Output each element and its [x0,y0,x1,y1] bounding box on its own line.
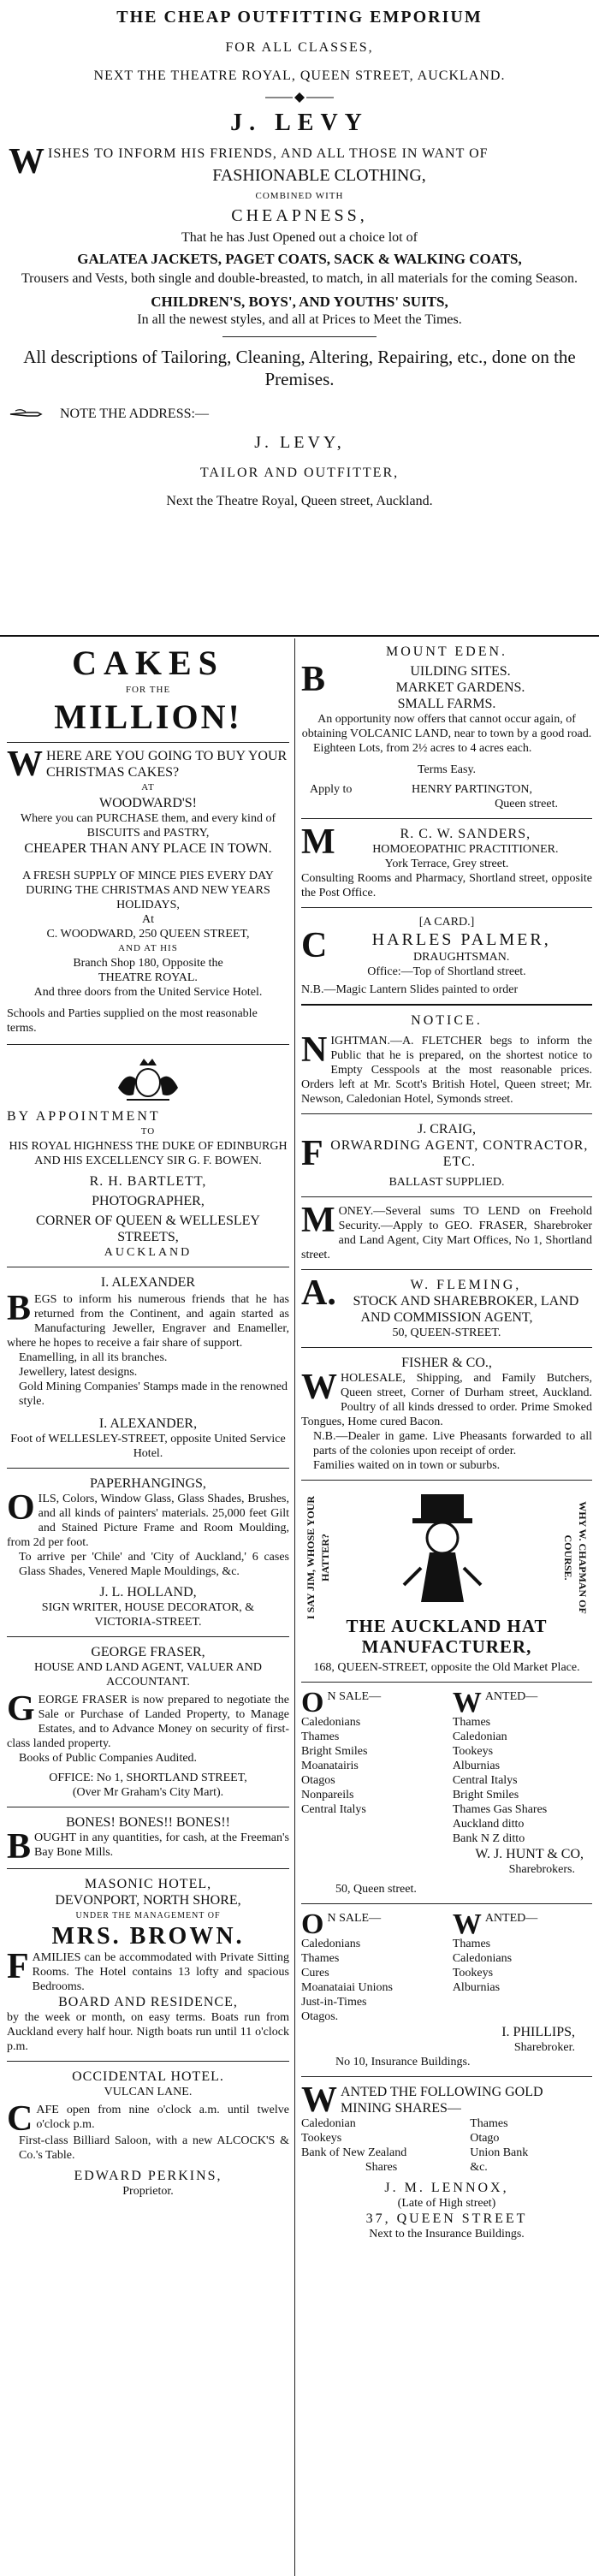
cakes-cheaper: CHEAPER THAN ANY PLACE IN TOWN. [24,841,272,856]
hunt-name: W. J. HUNT & CO, [475,1847,584,1861]
hat-title: THE AUCKLAND HAT MANUFACTURER, [346,1616,548,1657]
cakes-million: MILLION! [54,697,242,736]
left-column [7,644,289,2199]
hat-right-caption-box [558,1487,592,1616]
hat-right-caption: WHY W. CHAPMAN OF COURSE. [562,1501,589,1614]
sanders-rooms: Consulting Rooms and Pharmacy, Shortland street, opposite the Post Office. [301,872,592,899]
masonic-under: UNDER THE MANAGEMENT OF [75,1911,221,1920]
fraser-over: (Over Mr Graham's City Mart). [72,1786,224,1799]
paperhangings-ad [7,1475,289,1629]
divider [301,907,592,908]
divider [7,1044,289,1045]
craig-name: J. CRAIG, [417,1122,476,1137]
lennox-item: Shares [365,2161,398,2174]
paper-name: J. L. HOLLAND, [99,1585,197,1600]
masonic-dropcap: F [7,1950,29,1986]
eden-street: Queen street. [495,798,558,810]
bones-text: OUGHT in any quantities, for cash, at the Freeman's Bay Bone Mills. [34,1831,289,1859]
hat-left-caption: I SAY JIM, WHOSE YOUR HATTER? [305,1495,331,1620]
eden-l1: UILDING SITES. [410,664,511,679]
alexander-l3: Gold Mining Companies' Stamps made in the renowned style. [19,1380,288,1408]
occidental-title: OCCIDENTAL HOTEL. [72,2069,224,2084]
masonic-ad [7,1876,289,2054]
occidental-name: EDWARD PERKINS, [74,2169,222,2183]
lennox-lists [301,2116,592,2175]
occidental-body [7,2103,289,2134]
emporium-ad [9,7,590,509]
alexander-l2: Jewellery, latest designs. [19,1366,138,1379]
hunt-sale-col [301,1689,441,1846]
phillips-want-col [453,1911,592,2024]
eden-l3: SMALL FARMS. [397,697,496,711]
hunt-sale-item: Caledonians [301,1716,361,1729]
palmer-name: HARLES PALMER, [371,930,551,949]
hunt-ad [301,1689,592,1896]
emporium-location: NEXT THE THEATRE ROYAL, QUEEN STREET, AUCKLAND. [93,68,506,83]
money-ad [301,1204,592,1262]
divider [7,1636,289,1637]
phillips-sale-dropcap: O [301,1911,324,1937]
eden-apply: Apply to [310,783,353,796]
note-address [9,406,590,422]
divider [7,2061,289,2062]
phillips-sale-item: Caledonians [301,1938,361,1950]
lennox-item: Thames [470,2117,508,2130]
lennox-item: Tookeys [301,2132,342,2145]
paper-street: VICTORIA-STREET. [94,1616,202,1629]
emporium-name: J. LEVY [230,110,369,136]
jackets-line: GALATEA JACKETS, PAGET COATS, SACK & WALKING COATS, [77,251,522,267]
divider [222,336,377,337]
hunt-sale-item: Nonpareils [301,1789,354,1801]
intro-dropcap: W [9,145,44,181]
occidental-saloon: First-class Billiard Saloon, with a new ALCOCK'S & Co.'s Table. [19,2134,289,2162]
cakes-and: AND AT HIS [118,943,178,953]
fraser-trade: HOUSE AND LAND AGENT, VALUER AND ACCOUNTANT. [33,1661,262,1689]
hat-man-icon [395,1491,489,1615]
phillips-name: I. PHILLIPS, [501,2025,575,2039]
lennox-item: Caledonian [301,2117,356,2130]
masonic-title: MASONIC HOTEL, [84,1877,212,1891]
lennox-head-text: ANTED THE FOLLOWING GOLD MINING SHARES— [341,2085,543,2116]
lennox-head [301,2084,592,2116]
hunt-want-item: Central Italys [452,1774,518,1787]
phillips-want-item: Tookeys [452,1967,494,1979]
sanders-ad [301,826,592,900]
sanders-head [301,826,592,857]
emporium-title: THE CHEAP OUTFITTING EMPORIUM [116,8,483,27]
top-divider [0,635,599,637]
bartlett-city: AUCKLAND [104,1246,193,1259]
fleming-dropcap: A. [301,1277,336,1313]
cakes-at2: At [142,913,154,926]
fleming-street: 50, QUEEN-STREET. [392,1327,501,1339]
bartlett-to: TO [140,1126,156,1137]
emporium-name-2: J. LEVY, [254,433,345,452]
emporium-address: Next the Theatre Royal, Queen street, Auckland. [166,494,433,508]
hat-illustration-row [301,1487,592,1620]
phillips-want-dropcap: W [452,1911,482,1937]
occidental-ad [7,2069,289,2199]
fleming-name: W. FLEMING, [410,1278,522,1292]
divider [301,1113,592,1114]
divider [7,742,289,743]
hunt-sale-head [301,1689,441,1715]
eden-terms: Terms Easy. [417,763,477,776]
phillips-sale-item: Just-in-Times [301,1996,367,2009]
right-column [301,644,592,2241]
bartlett-appt: BY APPOINTMENT [7,1109,161,1124]
cakes-body: Where you can PURCHASE them, and every kind of BISCUITS and PASTRY, [20,812,276,840]
lennox-item: Bank of New Zealand [301,2146,407,2159]
bartlett-ad [7,1054,289,1260]
cakes-ad [7,644,289,1036]
cakes-shop: WOODWARD'S! [99,796,197,810]
suits-line: CHILDREN'S, BOYS', AND YOUTHS' SUITS, [151,294,448,310]
hunt-trade: Sharebrokers. [508,1863,575,1876]
emporium-intro [9,145,590,186]
eden-lines [301,663,592,712]
column-rule [294,638,295,2576]
notice-title: NOTICE. [411,1013,483,1028]
bones-dropcap: B [7,1831,32,1861]
divider [301,818,592,819]
lennox-item: &c. [470,2161,488,2174]
divider [301,1480,592,1481]
phillips-want-head [453,1911,592,1937]
divider [301,1196,592,1197]
paper-dropcap: O [7,1492,35,1528]
cakes-branch: Branch Shop 180, Opposite the [73,957,223,970]
phillips-sale-col [301,1911,441,2024]
sanders-trade: HOMOEOPATHIC PRACTITIONER. [372,843,559,856]
eden-apply-row [301,782,592,797]
hunt-want-item: Tookeys [452,1745,494,1758]
phillips-lists [301,1911,592,2024]
cheapness: CHEAPNESS, [231,206,368,225]
hunt-sale-label: N SALE— [327,1690,382,1703]
sanders-dropcap: M [301,826,335,857]
bones-head: BONES! BONES!! BONES!! [66,1815,230,1830]
alexander-l1: Enamelling, in all its branches. [19,1351,168,1364]
paper-trade: SIGN WRITER, HOUSE DECORATOR, & [41,1601,255,1614]
hunt-want-dropcap: W [452,1689,482,1715]
phillips-sale-item: Moanataiai Unions [301,1981,393,1994]
bartlett-duke: HIS ROYAL HIGHNESS THE DUKE OF EDINBURGH AND HIS EXCELLENCY SIR G. F. BOWEN. [9,1140,288,1167]
lennox-left-col [301,2116,461,2175]
hunt-sale-item: Central Italys [301,1803,366,1816]
cakes-question-text: HERE ARE YOU GOING TO BUY YOUR CHRISTMAS CAKES? [46,749,288,780]
fisher-body [301,1371,592,1429]
palmer-card: [A CARD.] [418,916,475,929]
paper-head: PAPERHANGINGS, [90,1476,206,1491]
cakes-doors: And three doors from the United Service Hotel. [33,986,263,999]
hunt-want-item: Alburnias [452,1760,501,1772]
phillips-sale-item: Cures [301,1967,329,1979]
lennox-late: (Late of High street) [397,2197,496,2210]
masonic-name: MRS. BROWN. [51,1923,245,1950]
money-dropcap: M [301,1204,335,1240]
bartlett-corner: CORNER OF QUEEN & WELLESLEY STREETS, [36,1214,260,1244]
palmer-office: Office:—Top of Shortland street. [367,965,526,978]
palmer-trade: DRAUGHTSMAN. [412,951,510,964]
masonic-loc: DEVONPORT, NORTH SHORE, [55,1893,241,1908]
hunt-want-item: Thames [452,1716,491,1729]
occidental-text: AFE open from nine o'clock a.m. until twelve o'clock p.m. [36,2104,289,2131]
craig-dropcap: F [301,1137,323,1170]
cakes-dropcap: W [7,748,43,781]
hat-ad [301,1487,592,1675]
divider [301,2076,592,2077]
bartlett-trade: PHOTOGRAPHER, [92,1194,205,1208]
cakes-schools: Schools and Parties supplied on the most reasonable terms. [7,1007,258,1035]
cakes-addr: C. WOODWARD, 250 QUEEN STREET, [46,928,250,941]
fleming-head [301,1277,592,1326]
fleming-ad [301,1277,592,1340]
hunt-want-item: Thames Gas Shares [452,1803,548,1816]
occidental-prop: Proprietor. [122,2185,174,2198]
fisher-nb: N.B.—Dealer in game. Live Pheasants forwarded to all parts of the colonies upon receipt of order. [313,1430,592,1457]
alexander-dropcap: B [7,1292,32,1328]
cakes-at: AT [141,782,155,792]
masonic-text: AMILIES can be accommodated with Private Sitting Rooms. The Hotel contains 13 lofty and spacious Bedrooms. [32,1951,289,1993]
hunt-want-label: ANTED— [484,1690,538,1703]
just-opened: That he has Just Opened out a choice lot of [181,230,418,245]
phillips-sale-item: Otagos. [301,2010,339,2023]
hunt-want-item: Auckland ditto [452,1818,525,1831]
cakes-for: FOR THE [125,685,171,695]
royal-crest-icon [7,1054,289,1105]
lennox-ad [301,2084,592,2241]
bones-ad [7,1814,289,1861]
notice-body [301,1034,592,1107]
eden-dropcap: B [301,663,326,699]
hunt-street: 50, Queen street. [335,1883,417,1896]
palmer-ad [301,915,592,997]
alexander-ad [7,1274,289,1461]
masonic-body [7,1950,289,1994]
lennox-item: Union Bank [470,2146,529,2159]
mount-eden-ad [301,644,592,811]
hunt-sale-item: Bright Smiles [301,1745,368,1758]
money-text: ONEY.—Several sums TO LEND on Freehold Security.—Apply to GEO. FRASER, Sharebroker and Land Agent, City Mart Offices, No 1, Shortland street. [301,1205,592,1261]
masonic-boats: by the week or month, on easy terms. Boats run from Auckland every half hour. Nigth boats run until 11 o'clock p.m. [7,2011,289,2053]
note-text: NOTE THE ADDRESS:— [60,407,209,421]
paper-arrive: To arrive per 'Chile' and 'City of Auckland,' 6 cases Glass Shades, Venered Maple Mouldings, &c. [19,1551,289,1578]
craig-ad [301,1121,592,1190]
palmer-head [301,929,592,965]
divider [7,1868,289,1869]
fisher-ad [301,1355,592,1473]
eden-body: An opportunity now offers that cannot occur again, of obtaining VOLCANIC LAND, near to town by a good road. [301,713,592,740]
fashionable-clothing: FASHIONABLE CLOTHING, [212,166,426,185]
phillips-want-item: Alburnias [452,1981,501,1994]
occidental-dropcap: C [7,2103,33,2134]
craig-ballast: BALLAST SUPPLIED. [388,1176,505,1189]
cakes-title: CAKES [72,644,224,682]
fraser-body [7,1693,289,1751]
hat-left-caption-box [301,1487,335,1620]
cakes-question [7,748,289,781]
phillips-street: No 10, Insurance Buildings. [335,2056,471,2069]
diamond-ornament [9,92,590,103]
fraser-text: EORGE FRASER is now prepared to negotiate the Sale or Purchase of Landed Property, to Manage Estates, and to Advance Money on security of first-class landed property. [7,1694,289,1750]
fraser-name: GEORGE FRASER, [91,1645,205,1659]
pointing-hand-icon [9,407,43,421]
alexander-body [7,1292,289,1350]
combined-with: COMBINED WITH [255,191,344,201]
phillips-want-item: Thames [452,1938,491,1950]
hunt-sale-item: Moanatairis [301,1760,359,1772]
alexander-head: I. ALEXANDER [100,1275,196,1290]
emporium-trade: TAILOR AND OUTFITTER, [199,466,400,480]
hunt-want-col [453,1689,592,1846]
alexander-text: EGS to inform his numerous friends that he has returned from the Continent, and again started as Manufacturing Jeweller, Engraver and Enameller, where he hopes to receive a fair share of support. [7,1293,289,1350]
hunt-sale-item: Otagos [301,1774,335,1787]
craig-head [301,1137,592,1170]
fisher-name: FISHER & CO., [401,1356,492,1370]
fraser-dropcap: G [7,1693,35,1729]
hunt-sale-item: Thames [301,1730,340,1743]
phillips-want-item: Caledonians [452,1952,513,1965]
divider [301,1004,592,1006]
fraser-books: Books of Public Companies Audited. [19,1752,198,1765]
fleming-trade: STOCK AND SHAREBROKER, LAND AND COMMISSION AGENT, [353,1294,579,1325]
fisher-text: HOLESALE, Shipping, and Family Butchers, Queen street, Corner of Durham street, Auckland. Poultry of all kinds dressed to order. Prime Smoked Tongues, Home cured Bacon. [301,1372,592,1428]
fraser-office: OFFICE: No 1, SHORTLAND STREET, [49,1772,247,1784]
palmer-nb: N.B.—Magic Lantern Slides painted to order [301,983,519,996]
notice-ad [301,1012,592,1107]
phillips-sale-label: N SALE— [327,1912,382,1925]
sanders-name: R. C. W. SANDERS, [400,827,531,841]
fraser-ad [7,1644,289,1800]
hunt-sale-dropcap: O [301,1689,324,1715]
alexander-name: I. ALEXANDER, [98,1416,198,1431]
alexander-foot: Foot of WELLESLEY-STREET, opposite United Service Hotel. [10,1433,286,1460]
lennox-right-col [470,2116,592,2175]
craig-trade: ORWARDING AGENT, CONTRACTOR, ETC. [330,1138,589,1169]
masonic-board: BOARD AND RESIDENCE, [58,1995,238,2009]
emporium-subtitle: FOR ALL CLASSES, [225,40,374,55]
bartlett-name: R. H. BARTLETT, [89,1174,207,1189]
divider [7,1468,289,1469]
trousers-line: Trousers and Vests, both single and double-breasted, to match, in all materials for the coming Season. [21,271,578,286]
notice-text: IGHTMAN.—A. FLETCHER begs to inform the Public that he is prepared, on the shortest notice to Empty Cesspools at the most reasonable prices. Orders left at Mr. Scott's British Hotel, Queen street; Mr. Newson, Caledonian Hotel, Symonds street. [301,1035,592,1106]
phillips-trade: Sharebroker. [513,2041,575,2054]
phillips-ad [301,1911,592,2069]
palmer-dropcap: C [301,929,328,965]
phillips-sale-head [301,1911,441,1937]
lennox-name: J. M. LENNOX, [384,2181,509,2195]
fisher-dropcap: W [301,1371,337,1407]
eden-l2: MARKET GARDENS. [395,680,525,695]
cakes-mince: A FRESH SUPPLY OF MINCE PIES EVERY DAY DURING THE CHRISTMAS AND NEW YEARS HOLIDAYS, [22,870,274,911]
paper-text: ILS, Colors, Window Glass, Glass Shades, Brushes, and all kinds of painters' materials. 25,000 feet Gilt and Stained Picture Frame and Room Moulding, from 2d per foot. [7,1493,289,1549]
notice-dropcap: N [301,1034,328,1070]
occidental-lane: VULCAN LANE. [104,2086,193,2098]
divider [301,1682,592,1683]
divider [301,1903,592,1904]
fisher-families: Families waited on in town or suburbs. [313,1459,501,1472]
eden-lots: Eighteen Lots, from 2½ acres to 4 acres each. [313,742,532,755]
divider [301,1269,592,1270]
sanders-addr: York Terrace, Grey street. [384,858,509,870]
lennox-street: 37, QUEEN STREET [365,2211,528,2226]
eden-title: MOUNT EDEN. [385,644,508,659]
intro-text: ISHES TO INFORM HIS FRIENDS, AND ALL THOSE IN WANT OF [48,146,489,161]
tailoring-line: All descriptions of Tailoring, Cleaning, Altering, Repairing, etc., done on the Premises. [23,347,576,389]
divider [301,1347,592,1348]
hunt-want-item: Bright Smiles [452,1789,519,1801]
hunt-want-head [453,1689,592,1715]
phillips-sale-item: Thames [301,1952,340,1965]
lennox-next: Next to the Insurance Buildings. [369,2228,525,2241]
lennox-dropcap: W [301,2084,337,2116]
hunt-want-item: Caledonian [452,1730,507,1743]
paper-body [7,1492,289,1550]
hunt-want-item: Bank N Z ditto [452,1832,525,1845]
styles-line: In all the newest styles, and all at Prices to Meet the Times. [137,312,462,327]
eden-name: HENRY PARTINGTON, [412,783,532,796]
phillips-want-label: ANTED— [484,1912,538,1925]
hat-addr: 168, QUEEN-STREET, opposite the Old Market Place. [313,1661,580,1674]
cakes-theatre: THEATRE ROYAL. [98,971,198,984]
lennox-item: Otago [470,2132,500,2145]
bones-body [7,1831,289,1861]
hunt-lists [301,1689,592,1846]
